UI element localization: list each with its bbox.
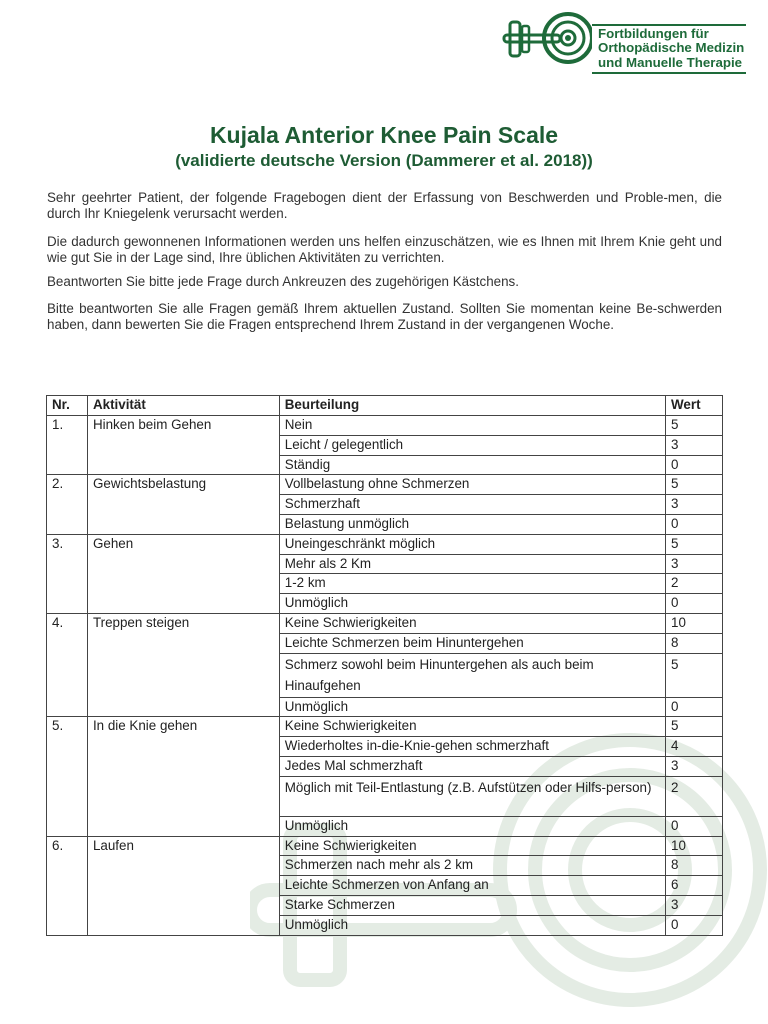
- option-value[interactable]: 0: [666, 514, 723, 534]
- document-title: Kujala Anterior Knee Pain Scale: [209, 122, 559, 148]
- option-value[interactable]: 4: [666, 737, 723, 757]
- option-value[interactable]: 10: [666, 836, 723, 856]
- option-text[interactable]: Wiederholtes in-die-Knie-gehen schmerzhaft: [279, 737, 665, 757]
- option-value[interactable]: 8: [666, 633, 723, 653]
- option-text[interactable]: Uneingeschränkt möglich: [279, 534, 665, 554]
- option-text[interactable]: Unmöglich: [279, 816, 665, 836]
- header-logo: [496, 8, 758, 72]
- option-text[interactable]: Schmerz sowohl beim Hinuntergehen als auch beim Hinaufgehen: [279, 653, 665, 697]
- intro-paragraph-1: Sehr geehrter Patient, der folgende Fragebogen dient der Erfassung von Beschwerden und Proble-men, die durch Ihr Kniegelenk verursacht werden.: [47, 190, 722, 221]
- table-header-row: [47, 396, 723, 416]
- header-activity: Aktivität: [87, 396, 279, 416]
- option-value[interactable]: 0: [666, 594, 723, 614]
- option-text[interactable]: Ständig: [279, 455, 665, 475]
- question-activity: Treppen steigen: [87, 613, 279, 716]
- option-value[interactable]: 10: [666, 613, 723, 633]
- option-text[interactable]: Leichte Schmerzen beim Hinuntergehen: [279, 633, 665, 653]
- question-activity: In die Knie gehen: [87, 717, 279, 836]
- option-text[interactable]: Schmerzhaft: [279, 495, 665, 515]
- table-row: [47, 613, 723, 633]
- option-value[interactable]: 2: [666, 776, 723, 816]
- option-text[interactable]: Starke Schmerzen: [279, 895, 665, 915]
- option-value[interactable]: 6: [666, 876, 723, 896]
- header-nr: Nr.: [47, 396, 88, 416]
- option-value[interactable]: 3: [666, 435, 723, 455]
- intro-paragraph-3: Beantworten Sie bitte jede Frage durch Ankreuzen des zugehörigen Kästchens.: [47, 274, 519, 289]
- question-number: 2.: [47, 475, 88, 534]
- option-text[interactable]: Vollbelastung ohne Schmerzen: [279, 475, 665, 495]
- table-row: [47, 534, 723, 554]
- logo-text: [598, 27, 758, 70]
- document-subtitle: (validierte deutsche Version (Dammerer et al. 2018)): [175, 151, 593, 170]
- option-text[interactable]: Keine Schwierigkeiten: [279, 836, 665, 856]
- barbell-emblem-icon: [496, 8, 592, 72]
- intro-paragraph-2: Die dadurch gewonnenen Informationen werden uns helfen einzuschätzen, wie es Ihnen mit Ihrem Knie geht und wie gut Sie in der Lage sind, Ihre üblichen Aktivitäten zu verrichten.: [47, 234, 722, 265]
- question-number: 3.: [47, 534, 88, 613]
- question-number: 4.: [47, 613, 88, 716]
- option-text[interactable]: Keine Schwierigkeiten: [279, 613, 665, 633]
- table-row: [47, 416, 723, 436]
- option-text[interactable]: Nein: [279, 416, 665, 436]
- option-value[interactable]: 5: [666, 653, 723, 697]
- option-value[interactable]: 5: [666, 475, 723, 495]
- option-value[interactable]: 5: [666, 416, 723, 436]
- option-value[interactable]: 0: [666, 697, 723, 717]
- header-value: Wert: [666, 396, 723, 416]
- option-value[interactable]: 3: [666, 756, 723, 776]
- intro-paragraph-4: Bitte beantworten Sie alle Fragen gemäß Ihrem aktuellen Zustand. Sollten Sie momentan keine Be-schwerden haben, dann bewerten Sie die Fragen entsprechend Ihrem Zustand in der vergangenen Woche.: [47, 301, 722, 332]
- option-value[interactable]: 5: [666, 717, 723, 737]
- question-number: 6.: [47, 836, 88, 935]
- option-value[interactable]: 0: [666, 816, 723, 836]
- option-value[interactable]: 5: [666, 534, 723, 554]
- header-rating: Beurteilung: [279, 396, 665, 416]
- option-text[interactable]: Leichte Schmerzen von Anfang an: [279, 876, 665, 896]
- table-row: [47, 475, 723, 495]
- question-activity: Laufen: [87, 836, 279, 935]
- option-value[interactable]: 8: [666, 856, 723, 876]
- option-text[interactable]: Keine Schwierigkeiten: [279, 717, 665, 737]
- option-value[interactable]: 0: [666, 915, 723, 935]
- option-value[interactable]: 0: [666, 455, 723, 475]
- option-text[interactable]: Mehr als 2 Km: [279, 554, 665, 574]
- option-value[interactable]: 3: [666, 895, 723, 915]
- option-value[interactable]: 3: [666, 554, 723, 574]
- question-number: 5.: [47, 717, 88, 836]
- table-row: [47, 717, 723, 737]
- option-text[interactable]: Leicht / gelegentlich: [279, 435, 665, 455]
- option-text[interactable]: Unmöglich: [279, 697, 665, 717]
- table-row: [47, 836, 723, 856]
- option-text[interactable]: Unmöglich: [279, 915, 665, 935]
- option-text[interactable]: Belastung unmöglich: [279, 514, 665, 534]
- option-text[interactable]: Jedes Mal schmerzhaft: [279, 756, 665, 776]
- logo-line-3: und Manuelle Therapie: [598, 54, 743, 70]
- option-text[interactable]: Schmerzen nach mehr als 2 km: [279, 856, 665, 876]
- logo-line-2: Orthopädische Medizin: [598, 40, 745, 56]
- question-activity: Hinken beim Gehen: [87, 416, 279, 475]
- logo-line-1: Fortbildungen für: [598, 26, 709, 41]
- option-value[interactable]: 3: [666, 495, 723, 515]
- question-number: 1.: [47, 416, 88, 475]
- question-activity: Gehen: [87, 534, 279, 613]
- questionnaire-table: [46, 395, 723, 936]
- option-text[interactable]: Unmöglich: [279, 594, 665, 614]
- option-value[interactable]: 2: [666, 574, 723, 594]
- option-text[interactable]: 1-2 km: [279, 574, 665, 594]
- option-text[interactable]: Möglich mit Teil-Entlastung (z.B. Aufstützen oder Hilfs-person): [279, 776, 665, 816]
- logo-rule-bottom: [592, 72, 746, 74]
- question-activity: Gewichtsbelastung: [87, 475, 279, 534]
